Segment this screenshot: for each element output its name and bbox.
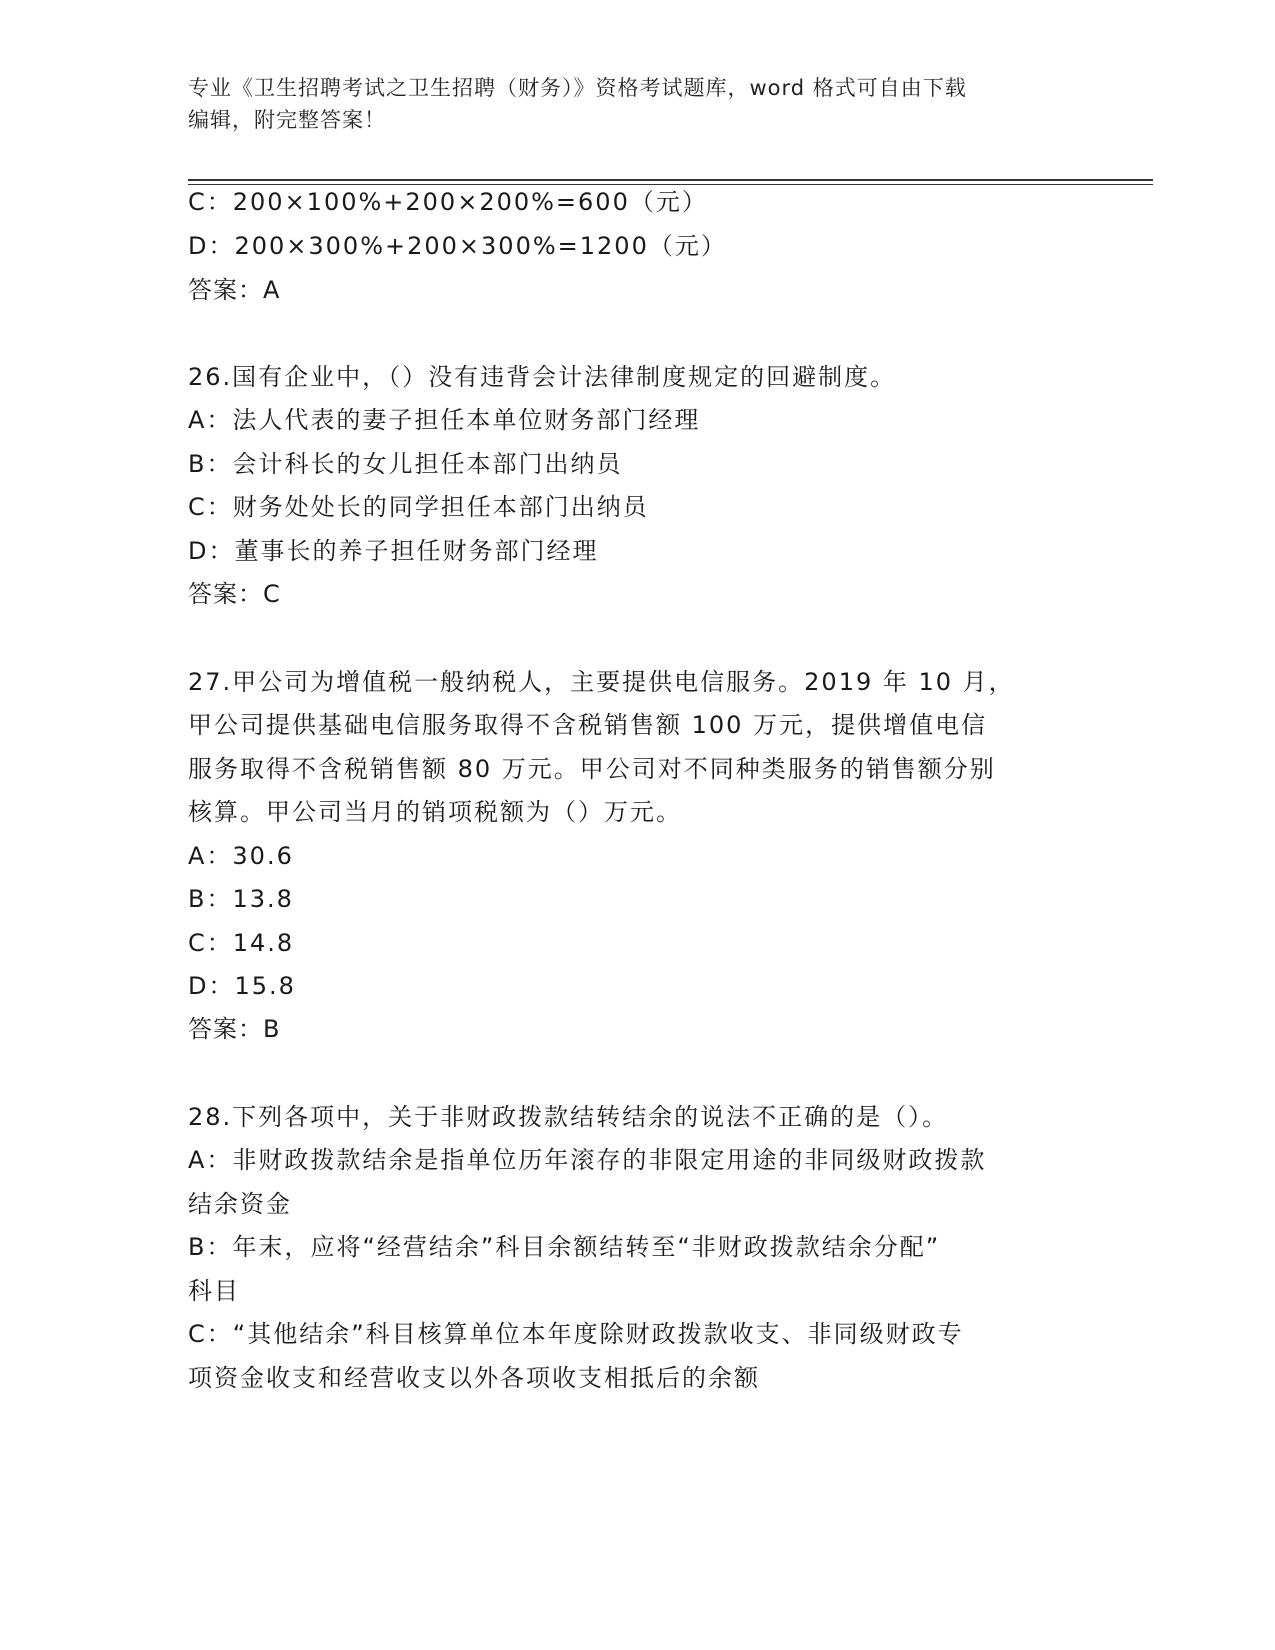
q28-option-a-line-1: A：非财政拨款结余是指单位历年滚存的非限定用途的非同级财政拨款	[188, 1146, 987, 1174]
header-rule-thick	[188, 179, 1153, 181]
q28-option-b-line-1: B：年末，应将“经营结余”科目余额结转至“非财政拨款结余分配”	[188, 1233, 941, 1261]
q28-option-c-line-2: 项资金收支和经营收支以外各项收支相抵后的余额	[188, 1364, 760, 1392]
q27-option-d: D：15.8	[188, 972, 296, 1000]
q26-option-b: B：会计科长的女儿担任本部门出纳员	[188, 450, 623, 478]
q27-stem-line-2: 甲公司提供基础电信服务取得不含税销售额 100 万元，提供增值电信	[188, 711, 988, 739]
header-line-2: 编辑，附完整答案！	[188, 108, 386, 132]
document-header	[188, 72, 1068, 136]
q25-answer: 答案：A	[188, 276, 281, 304]
q26-option-c: C：财务处处长的同学担任本部门出纳员	[188, 493, 649, 521]
q26-answer: 答案：C	[188, 580, 281, 608]
q27-option-a: A：30.6	[188, 842, 294, 870]
q28-option-c-line-1: C：“其他结余”科目核算单位本年度除财政拨款收支、非同级财政专	[188, 1320, 964, 1348]
q27-answer: 答案：B	[188, 1015, 281, 1043]
q26-option-d: D：董事长的养子担任财务部门经理	[188, 537, 599, 565]
q26-stem: 26.国有企业中，（）没有违背会计法律制度规定的回避制度。	[188, 363, 897, 391]
q25-option-c: C：200×100%+200×200%=600（元）	[188, 188, 708, 216]
q27-option-b: B：13.8	[188, 885, 294, 913]
header-rule-thin	[188, 184, 1153, 185]
q28-option-b-line-2: 科目	[188, 1277, 240, 1305]
q25-option-d: D：200×300%+200×300%=1200（元）	[188, 232, 727, 260]
q27-stem-line-1: 27.甲公司为增值税一般纳税人，主要提供电信服务。2019 年 10 月，	[188, 668, 1015, 696]
q27-option-c: C：14.8	[188, 929, 295, 957]
q28-option-a-line-2: 结余资金	[188, 1190, 292, 1218]
q26-option-a: A：法人代表的妻子担任本单位财务部门经理	[188, 406, 701, 434]
q27-stem-line-4: 核算。甲公司当月的销项税额为（）万元。	[188, 798, 682, 826]
header-line-1: 专业《卫生招聘考试之卫生招聘（财务）》资格考试题库，word 格式可自由下载	[188, 76, 967, 100]
q28-stem: 28.下列各项中，关于非财政拨款结转结余的说法不正确的是（）。	[188, 1103, 949, 1131]
q27-stem-line-3: 服务取得不含税销售额 80 万元。甲公司对不同种类服务的销售额分别	[188, 755, 996, 783]
